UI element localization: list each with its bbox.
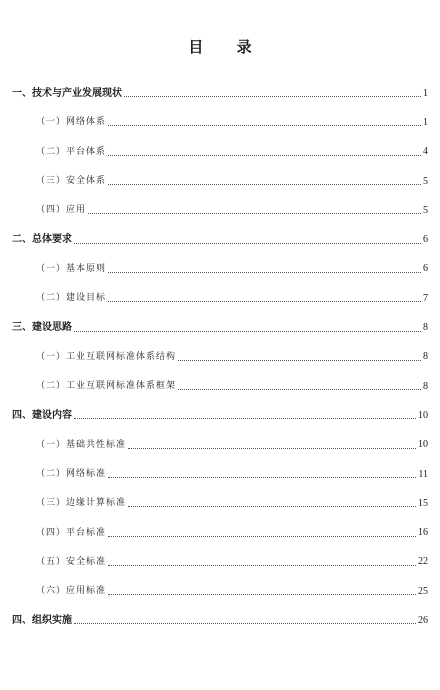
- toc-entry-text: （三）安全体系: [36, 176, 107, 187]
- toc-page-number: 5: [423, 175, 428, 187]
- toc-chapter-entry: [12, 401, 428, 430]
- toc-page-number: 10: [418, 409, 428, 421]
- toc-entry-text: （六）应用标准: [36, 586, 107, 597]
- toc-entry-text: （一）基础共性标准: [36, 439, 127, 450]
- toc-page-number: 6: [423, 263, 428, 275]
- toc-leader-dots: [108, 528, 416, 537]
- toc-chapter-entry: [12, 225, 428, 254]
- toc-title: 目 录: [188, 38, 266, 56]
- toc-leader-dots: [108, 469, 416, 478]
- toc-section-entry: [12, 489, 428, 518]
- toc-section-entry: [12, 138, 428, 167]
- toc-entry-text: 三、建设思路: [12, 322, 72, 334]
- toc-leader-dots: [74, 323, 421, 332]
- toc-section-entry: [12, 548, 428, 577]
- toc-page-number: 6: [423, 234, 428, 246]
- toc-leader-dots: [178, 352, 421, 361]
- toc-entry-text: （一）工业互联网标准体系结构: [36, 351, 177, 362]
- toc-entry-text: （五）安全标准: [36, 556, 107, 567]
- toc-section-entry: [12, 343, 428, 372]
- toc-page-number: 8: [423, 380, 428, 392]
- toc-entry-text: 四、建设内容: [12, 409, 72, 421]
- toc-section-entry: [12, 284, 428, 313]
- toc-page-number: 4: [423, 146, 428, 158]
- toc-entry-text: （三）边缘计算标准: [36, 498, 127, 509]
- toc-page-number: 22: [418, 556, 428, 568]
- toc-leader-dots: [128, 498, 416, 507]
- toc-section-entry: [12, 460, 428, 489]
- toc-page-number: 15: [418, 497, 428, 509]
- toc-leader-dots: [108, 176, 421, 185]
- toc-entry-text: （二）工业互联网标准体系框架: [36, 381, 177, 392]
- toc-leader-dots: [108, 264, 421, 273]
- toc-section-entry: [12, 372, 428, 401]
- toc-entry-text: 二、总体要求: [12, 234, 72, 246]
- toc-page-number: 10: [418, 439, 428, 451]
- toc-entry-text: （二）平台体系: [36, 146, 107, 157]
- toc-entry-text: （四）应用: [36, 205, 87, 216]
- toc-page-number: 7: [423, 292, 428, 304]
- toc-leader-dots: [108, 586, 416, 595]
- toc-leader-dots: [74, 410, 416, 419]
- toc-section-entry: [12, 577, 428, 606]
- toc-leader-dots: [74, 615, 416, 624]
- toc-chapter-entry: [12, 313, 428, 342]
- toc-page-number: 1: [423, 87, 428, 99]
- toc-section-entry: [12, 108, 428, 137]
- toc-section-entry: [12, 255, 428, 284]
- toc-entry-text: 一、技术与产业发展现状: [12, 87, 122, 99]
- toc-entry-text: 四、组织实施: [12, 614, 72, 626]
- toc-leader-dots: [128, 440, 416, 449]
- toc-list: [12, 79, 428, 636]
- toc-leader-dots: [178, 381, 421, 390]
- toc-section-entry: [12, 196, 428, 225]
- toc-page-number: 16: [418, 527, 428, 539]
- toc-chapter-entry: [12, 606, 428, 635]
- toc-page-number: 11: [418, 468, 428, 480]
- toc-chapter-entry: [12, 79, 428, 108]
- toc-page-number: 1: [423, 116, 428, 128]
- toc-page-number: 8: [423, 322, 428, 334]
- toc-entry-text: （二）网络标准: [36, 469, 107, 479]
- toc-section-entry: [12, 518, 428, 547]
- toc-leader-dots: [108, 293, 421, 302]
- toc-page-number: 25: [418, 585, 428, 597]
- toc-page-number: 8: [423, 351, 428, 363]
- toc-leader-dots: [108, 147, 421, 156]
- toc-entry-text: （一）网络体系: [36, 117, 107, 128]
- toc-section-entry: [12, 431, 428, 460]
- toc-entry-text: （一）基本原则: [36, 263, 107, 274]
- toc-leader-dots: [108, 557, 416, 566]
- toc-leader-dots: [88, 205, 421, 214]
- toc-page-number: 26: [418, 614, 428, 626]
- toc-leader-dots: [108, 117, 421, 126]
- toc-entry-text: （四）平台标准: [36, 527, 107, 538]
- toc-section-entry: [12, 167, 428, 196]
- toc-entry-text: （二）建设目标: [36, 293, 107, 304]
- toc-leader-dots: [74, 235, 421, 244]
- toc-leader-dots: [124, 88, 421, 97]
- toc-page-number: 5: [423, 204, 428, 216]
